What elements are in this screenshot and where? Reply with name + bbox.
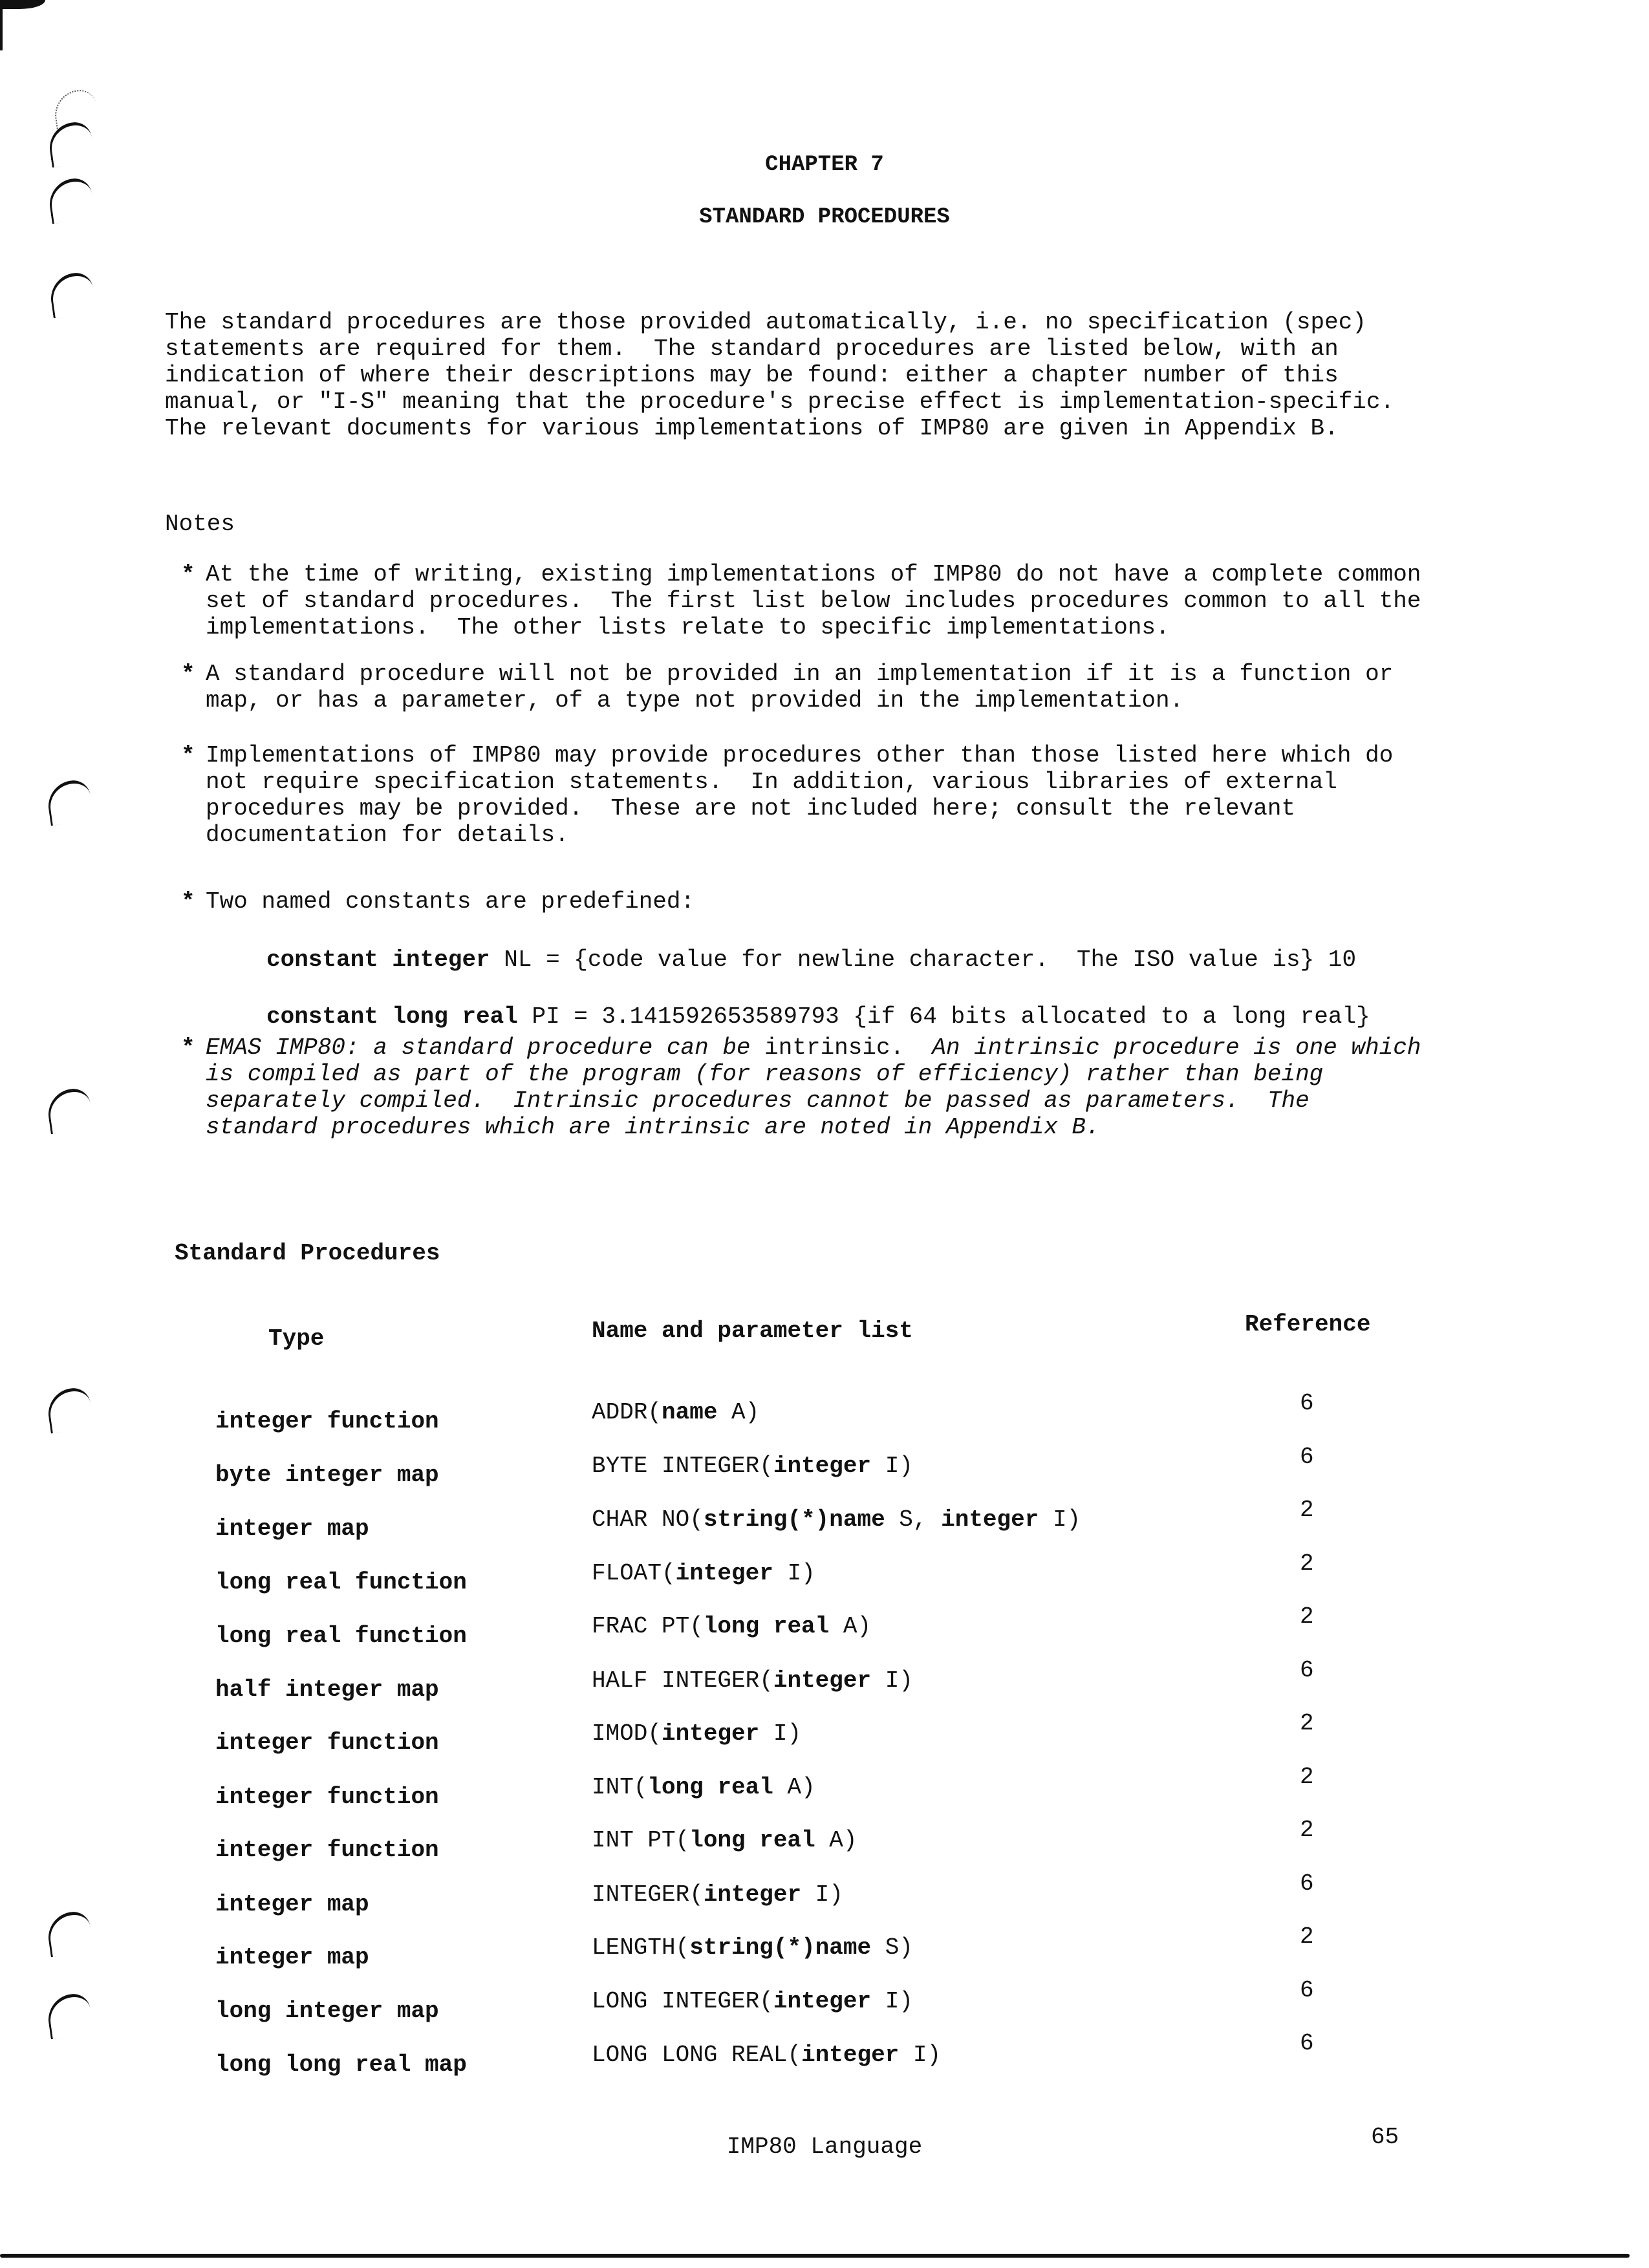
column-header-reference: Reference	[1245, 1311, 1371, 1338]
note-line: At the time of writing, existing implementations of IMP80 do not have a complete common	[206, 561, 1421, 588]
constant-nl	[266, 947, 1356, 973]
param-name: S,	[885, 1506, 942, 1533]
proc-reference: 6	[1300, 1657, 1314, 1684]
intro-line: The relevant documents for various implementations of IMP80 are given in Appendix B.	[165, 415, 1339, 442]
table-row	[0, 1977, 1649, 2024]
proc-name: LONG LONG REAL(	[592, 2042, 802, 2068]
proc-type: long real function	[215, 1569, 467, 1596]
note-line	[206, 1034, 1421, 1061]
proc-reference: 2	[1300, 1764, 1314, 1790]
proc-name: INT PT(	[592, 1827, 690, 1854]
proc-name: FLOAT(	[592, 1560, 676, 1587]
scan-edge-shadow	[0, 0, 3, 50]
intro-paragraph	[165, 309, 1394, 442]
param-name: I)	[801, 1881, 843, 1908]
proc-type: integer function	[215, 1837, 439, 1863]
param-name: I)	[871, 1988, 913, 2015]
table-row	[0, 1710, 1649, 1756]
intro-line: The standard procedures are those provided automatically, i.e. no specification (spec)	[165, 309, 1366, 336]
proc-type: byte integer map	[215, 1462, 439, 1488]
binder-hole-mark-icon	[45, 778, 94, 826]
proc-signature	[592, 1881, 843, 1908]
proc-reference: 6	[1300, 2030, 1314, 2057]
proc-type: integer map	[215, 1515, 369, 1542]
procedures-heading: Standard Procedures	[175, 1240, 440, 1267]
param-name: I)	[759, 1720, 802, 1747]
param-keyword: string(*)name	[703, 1506, 885, 1533]
intro-line: manual, or "I-S" meaning that the procedure's precise effect is implementation-specific.	[165, 389, 1395, 415]
proc-type: integer function	[215, 1784, 439, 1810]
footer-title: IMP80 Language	[726, 2134, 923, 2160]
param-name: A)	[829, 1613, 872, 1640]
param-keyword: integer	[773, 1988, 872, 2015]
proc-name: CHAR NO(	[592, 1506, 704, 1533]
table-row	[0, 1870, 1649, 1918]
note-line: documentation for details.	[206, 822, 569, 848]
param-keyword: integer	[703, 1881, 802, 1908]
proc-signature	[592, 1774, 815, 1801]
proc-type: integer function	[215, 1408, 439, 1435]
proc-reference: 6	[1300, 1870, 1314, 1897]
proc-reference: 6	[1300, 1390, 1314, 1417]
column-header-name: Name and parameter list	[592, 1318, 913, 1344]
proc-signature	[592, 1720, 801, 1747]
proc-reference: 6	[1300, 1444, 1314, 1470]
proc-signature	[592, 1934, 913, 1961]
proc-type: long long real map	[215, 2051, 467, 2078]
note-line: Implementations of IMP80 may provide procedures other than those listed here which do	[206, 742, 1394, 769]
constant-keyword: constant integer	[266, 947, 490, 973]
proc-type: integer function	[215, 1729, 439, 1756]
proc-signature	[592, 1667, 913, 1694]
bullet-star-icon: *	[181, 888, 195, 915]
bullet-star-icon: *	[181, 742, 195, 769]
proc-name: LONG INTEGER(	[592, 1988, 773, 2015]
param-keyword: long real	[689, 1827, 815, 1854]
proc-signature	[592, 1399, 759, 1426]
note-line: separately compiled. Intrinsic procedures cannot be passed as parameters. The	[206, 1087, 1310, 1114]
note-line: Two named constants are predefined:	[206, 888, 695, 915]
note-line: is compiled as part of the program (for reasons of efficiency) rather than being	[206, 1061, 1324, 1087]
note-line: set of standard procedures. The first list below includes procedures common to all the	[206, 588, 1421, 614]
constant-pi	[266, 1003, 1370, 1030]
param-name: S)	[871, 1934, 913, 1961]
constant-definition: PI = 3.141592653589793 {if 64 bits allocated to a long real}	[517, 1003, 1370, 1030]
proc-signature	[592, 1613, 871, 1640]
proc-name: LENGTH(	[592, 1934, 690, 1961]
param-keyword: integer	[773, 1667, 872, 1694]
proc-type: integer map	[215, 1944, 369, 1971]
table-row	[0, 1497, 1649, 1542]
proc-reference: 2	[1300, 1710, 1314, 1737]
note-line: standard procedures which are intrinsic are noted in Appendix B.	[206, 1114, 1100, 1140]
proc-name: HALF INTEGER(	[592, 1667, 773, 1694]
table-row	[0, 1657, 1649, 1703]
proc-name: IMOD(	[592, 1720, 662, 1747]
param-name: I)	[773, 1560, 815, 1587]
binder-hole-mark-icon	[48, 271, 96, 319]
emas-keyword: intrinsic.	[750, 1034, 905, 1061]
intro-line: indication of where their descriptions may be found: either a chapter number of this	[165, 362, 1339, 389]
param-keyword: name	[662, 1399, 718, 1426]
proc-signature	[592, 2042, 941, 2068]
proc-signature	[592, 1506, 1081, 1533]
param-name: I)	[871, 1453, 913, 1479]
param-name: I)	[899, 2042, 942, 2068]
table-row	[0, 1550, 1649, 1596]
proc-signature	[592, 1560, 815, 1587]
proc-name: ADDR(	[592, 1399, 662, 1426]
bullet-star-icon: *	[181, 1034, 195, 1061]
page-number: 65	[1371, 2124, 1399, 2150]
param-keyword: integer	[941, 1506, 1039, 1533]
param-keyword: integer	[675, 1560, 773, 1587]
param-keyword: long real	[703, 1613, 830, 1640]
param-keyword: integer	[773, 1453, 872, 1479]
note-line: implementations. The other lists relate to specific implementations.	[206, 614, 1170, 641]
table-header	[0, 1311, 1649, 1352]
param-name: A)	[815, 1827, 857, 1854]
proc-reference: 6	[1300, 1977, 1314, 2004]
table-row	[0, 1390, 1649, 1435]
proc-signature	[592, 1827, 857, 1854]
proc-type: half integer map	[215, 1676, 439, 1703]
table-row	[0, 1923, 1649, 1971]
note-line: procedures may be provided. These are not included here; consult the relevant	[206, 795, 1296, 822]
binder-hole-mark-icon	[45, 1087, 94, 1135]
chapter-label: CHAPTER 7	[765, 153, 884, 177]
proc-type: integer map	[215, 1891, 369, 1918]
proc-reference: 2	[1300, 1550, 1314, 1577]
table-row	[0, 1817, 1649, 1863]
proc-reference: 2	[1300, 1603, 1314, 1630]
emas-prefix: EMAS IMP80: a standard procedure can be	[206, 1034, 751, 1061]
page-bottom-edge	[0, 2254, 1630, 2258]
bullet-star-icon: *	[181, 561, 195, 588]
note-line: not require specification statements. In addition, various libraries of external	[206, 769, 1337, 795]
notes-heading: Notes	[165, 511, 235, 537]
param-name: A)	[717, 1399, 760, 1426]
note-line: map, or has a parameter, of a type not provided in the implementation.	[206, 687, 1184, 714]
emas-text: An intrinsic procedure is one which	[904, 1034, 1421, 1061]
param-name: I)	[1039, 1506, 1081, 1533]
proc-type: long real function	[215, 1623, 467, 1649]
proc-reference: 2	[1300, 1817, 1314, 1843]
table-row	[0, 1764, 1649, 1810]
table-row	[0, 1444, 1649, 1488]
proc-name: BYTE INTEGER(	[592, 1453, 773, 1479]
bullet-star-icon: *	[181, 661, 195, 687]
chapter-title: STANDARD PROCEDURES	[699, 205, 950, 230]
proc-signature	[592, 1453, 913, 1479]
proc-signature	[592, 1988, 913, 2015]
param-name: A)	[773, 1774, 815, 1801]
constant-definition: NL = {code value for newline character. The ISO value is} 10	[490, 947, 1357, 973]
param-keyword: long real	[647, 1774, 773, 1801]
proc-name: INT(	[592, 1774, 648, 1801]
proc-name: FRAC PT(	[592, 1613, 704, 1640]
scan-corner-shadow	[0, 0, 45, 9]
table-row	[0, 1603, 1649, 1649]
proc-reference: 2	[1300, 1923, 1314, 1950]
proc-reference: 2	[1300, 1497, 1314, 1523]
param-keyword: integer	[801, 2042, 900, 2068]
param-keyword: integer	[662, 1720, 760, 1747]
param-name: I)	[871, 1667, 913, 1694]
param-keyword: string(*)name	[689, 1934, 872, 1961]
note-line: A standard procedure will not be provided in an implementation if it is a function or	[206, 661, 1394, 687]
proc-type: long integer map	[215, 1998, 439, 2024]
column-header-type: Type	[268, 1325, 325, 1352]
constant-keyword: constant long real	[266, 1003, 518, 1030]
table-row	[0, 2030, 1649, 2078]
intro-line: statements are required for them. The standard procedures are listed below, with an	[165, 336, 1339, 362]
proc-name: INTEGER(	[592, 1881, 704, 1908]
